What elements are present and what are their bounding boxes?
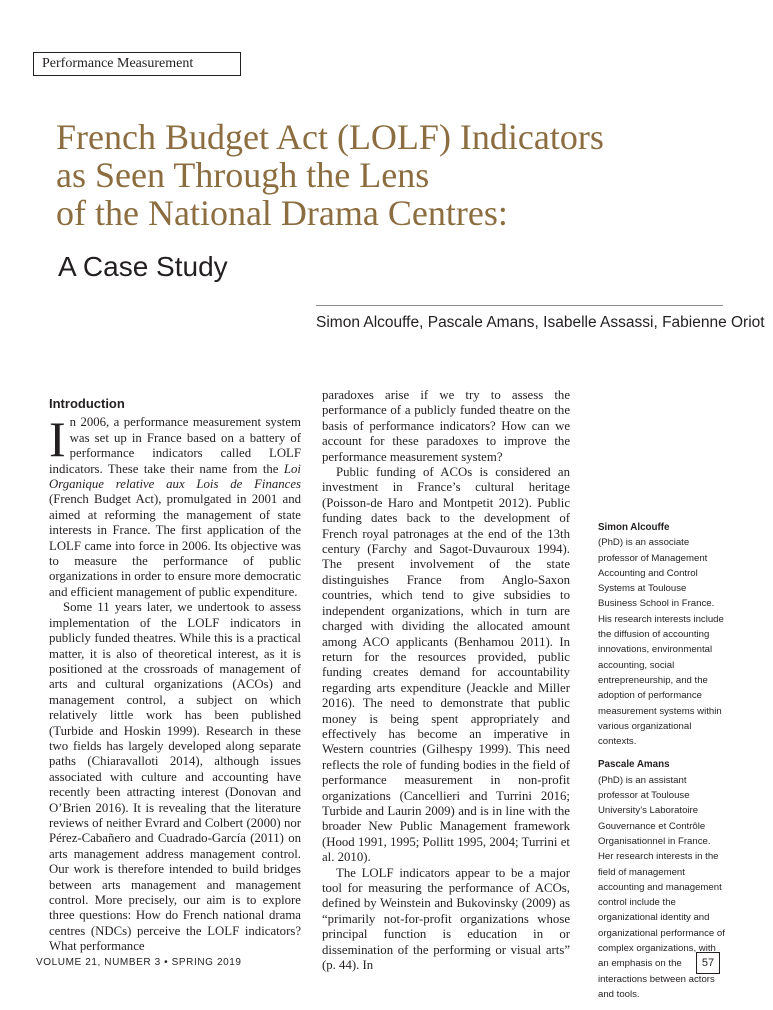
bio-name: Pascale Amans xyxy=(598,759,670,771)
author-list: Simon Alcouffe, Pascale Amans, Isabelle Assassi, Fabienne Oriot xyxy=(316,314,765,331)
bio-text: (PhD) is an associate professor of Management Accounting and Control Systems at Toulouse Business School in France. His research interests include the diffusion of accounting innovations, environmental accounting, social entrepreneurship, and the adoption of performance measurement systems within various organizational contexts. xyxy=(598,537,724,748)
body-column-1 xyxy=(49,396,301,955)
authors-divider xyxy=(316,305,723,306)
title-line-2: as Seen Through the Lens xyxy=(56,155,430,195)
italic-term: Loi Organique relative aux Lois de Finances xyxy=(49,461,301,492)
body-paragraph: paradoxes arise if we try to assess the performance of a publicly funded theatre on the basis of performance indicators? How can we account for these paradoxes to improve the performance measurement system? xyxy=(322,388,570,464)
page-number: 57 xyxy=(696,952,720,974)
section-heading: Introduction xyxy=(49,396,125,411)
paragraph-text: (French Budget Act), promulgated in 2001 and aimed at reforming the management of state interests in France. The first application of the LOLF came into force in 2006. Its objective was to measure the performance of public organizations in order to ensure more democratic and efficient management of public expenditure. xyxy=(49,492,301,599)
bio-text: (PhD) is an assistant professor at Toulouse University’s Laboratoire Gouvernance et Contrôle Organisationnel in France. Her research interests in the field of management accounting and management control include the organizational identity and organizational performance of complex organizations, with an emphasis on the interactions between actors and tools. xyxy=(598,774,725,1000)
issue-footer: VOLUME 21, NUMBER 3 • SPRING 2019 xyxy=(36,957,242,968)
title-line-1: French Budget Act (LOLF) Indicators xyxy=(56,117,604,157)
body-paragraph xyxy=(49,411,301,600)
body-paragraph: Public funding of ACOs is considered an investment in France’s cultural heritage (Poisson-de Haro and Montpetit 2012). Public funding dates back to the development of French royal patronages at the end of the 13th century (Farchy and Sagot-Duvauroux 1994). The present involvement of the state distinguishes France from Anglo-Saxon countries, which tend to give subsidies to independent organizations, which in turn are charged with dividing the allocated amount among ACO applicants (Benhamou 2011). In return for the resources provided, public funding creates demand for accountability regarding arts expenditure (Jeackle and Miller 2016). The need to demonstrate that public money is being spent appropriately and effectively has become an imperative in Western countries (Gilhespy 1999). This need reflects the role of funding bodies in the field of performance measurement in non-profit organizations (Cancellieri and Turrini 2016; Turbide and Laurin 2009) and is in line with the broader New Public Management framework (Hood 1991, 1995; Pollitt 1995, 2004; Turrini et al. 2010). xyxy=(322,465,570,865)
body-paragraph: The LOLF indicators appear to be a major tool for measuring the performance of ACOs, defined by Weinstein and Bukovinsky (2009) as “primarily not-for-profit organizations whose principal function is education in or dissemination of the performing or visual arts” (p. 44). In xyxy=(322,865,570,973)
article-title xyxy=(56,118,696,232)
bio-name: Simon Alcouffe xyxy=(598,522,670,533)
drop-cap: I xyxy=(49,411,66,468)
body-paragraph: Some 11 years later, we undertook to assess implementation of the LOLF indicators in publicly funded theatres. While this is a practical matter, it is also of theoretical interest, as it is positioned at the crossroads of management of arts and cultural organizations (ACOs) and management control, a subject on which relatively little work has been published (Turbide and Hoskin 1999). Research in these two fields has largely developed along separate paths (Chiaravalloti 2014), although issues associated with culture and accounting have recently been attracting interest (Donovan and O’Brien 2016). It is revealing that the literature reviews of neither Evrard and Colbert (2000) nor Pérez-Cabañero and Cuadrado-García (2011) on arts management address management control. Our work is therefore intended to build bridges between arts management and management control. More precisely, our aim is to explore three questions: How do French national drama centres (NDCs) perceive the LOLF indicators? What performance xyxy=(49,600,301,954)
paragraph-text: n 2006, a performance measurement system was set up in France based on a battery of performance indicators called LOLF indicators. These take their name from the xyxy=(49,415,301,476)
section-tag: Performance Measurement xyxy=(33,52,241,76)
article-subtitle: A Case Study xyxy=(58,251,228,282)
body-column-2 xyxy=(322,388,570,973)
author-bios xyxy=(598,520,726,1010)
title-line-3: of the National Drama Centres: xyxy=(56,193,508,233)
